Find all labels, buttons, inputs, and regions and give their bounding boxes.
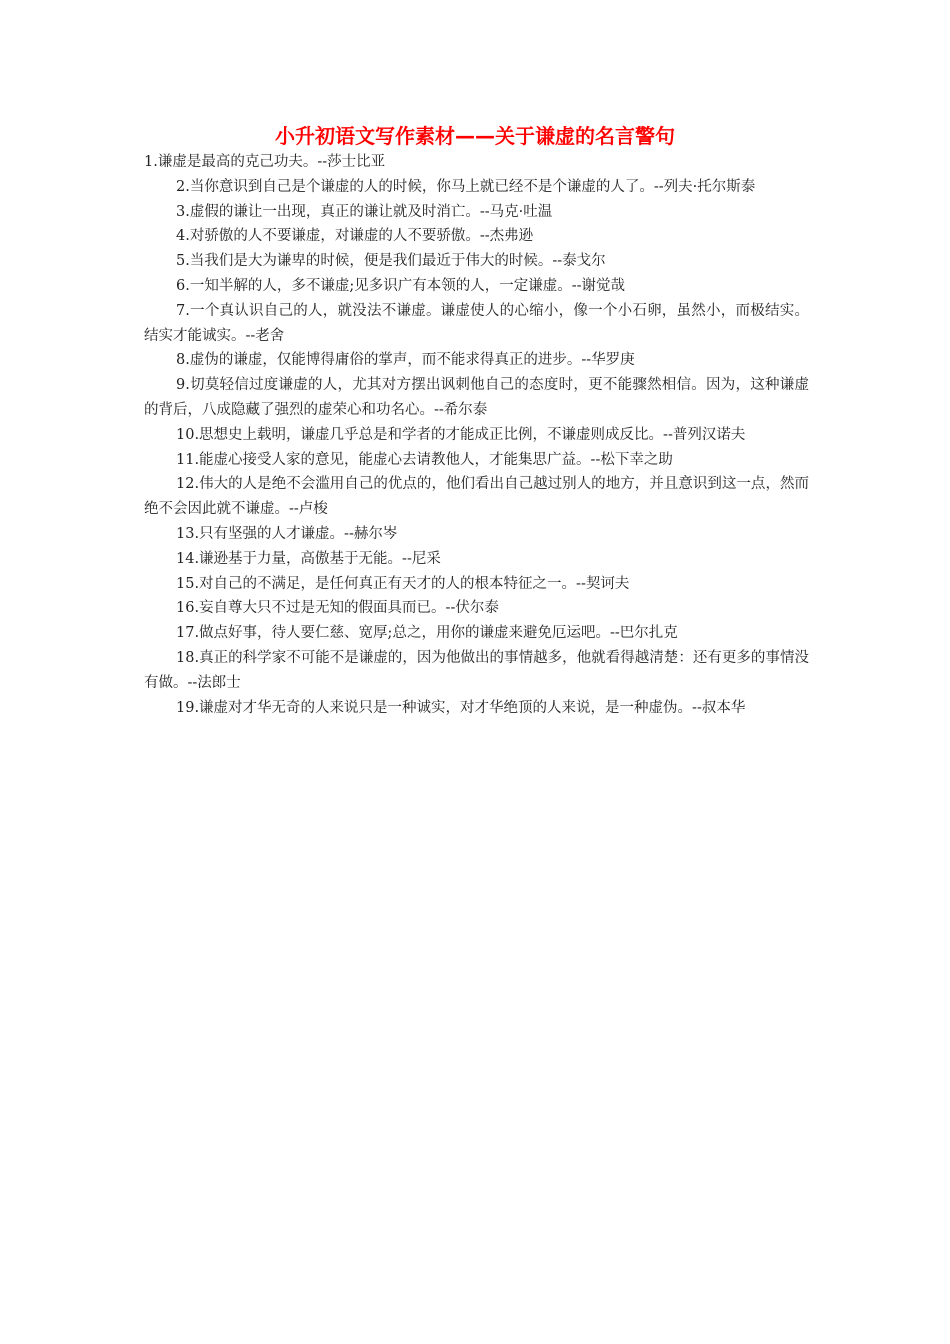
quote-paragraph: 8.虚伪的谦虚，仅能博得庸俗的掌声，而不能求得真正的进步。--华罗庚 xyxy=(176,352,635,369)
quote-paragraph: 16.妄自尊大只不过是无知的假面具而已。--伏尔泰 xyxy=(176,600,499,617)
quote-paragraph: 10.思想史上载明，谦虚几乎总是和学者的才能成正比例，不谦虚则成反比。--普列汉诺夫 xyxy=(176,426,746,443)
quote-paragraph: 5.当我们是大为谦卑的时候，便是我们最近于伟大的时候。--泰戈尔 xyxy=(176,253,606,270)
quote-paragraph: 4.对骄傲的人不要谦虚，对谦虚的人不要骄傲。--杰弗逊 xyxy=(176,228,534,245)
quote-paragraph: 2.当你意识到自己是个谦虚的人的时候，你马上就已经不是个谦虚的人了。--列夫·托尔斯泰 xyxy=(176,178,756,195)
quote-paragraph: 19.谦虚对才华无奇的人来说只是一种诚实，对才华绝顶的人来说，是一种虚伪。--叔本华 xyxy=(176,699,746,716)
quote-paragraph: 9.切莫轻信过度谦虚的人，尤其对方摆出讽刺他自己的态度时，更不能骤然相信。因为，这种谦虚的背后，八成隐藏了强烈的虚荣心和功名心。--希尔泰 xyxy=(144,377,809,418)
quote-paragraph: 18.真正的科学家不可能不是谦虚的，因为他做出的事情越多，他就看得越清楚：还有更多的事情没有做。--法郎士 xyxy=(144,649,809,691)
quote-paragraph: 1.谦虚是最高的克己功夫。--莎士比亚 xyxy=(144,154,386,170)
quote-paragraph: 3.虚假的谦让一出现，真正的谦让就及时消亡。--马克·吐温 xyxy=(176,203,553,220)
quote-paragraph: 17.做点好事，待人要仁慈、宽厚;总之，用你的谦虚来避免厄运吧。--巴尔扎克 xyxy=(176,625,678,642)
quote-paragraph: 7.一个真认识自己的人，就没法不谦虚。谦虚使人的心缩小，像一个小石卵，虽然小，而极结实。结实才能诚实。--老舍 xyxy=(144,302,809,344)
quote-paragraph: 6.一知半解的人，多不谦虚;见多识广有本领的人，一定谦虚。--谢觉哉 xyxy=(176,277,626,294)
document-body xyxy=(144,150,809,720)
quote-paragraph: 11.能虚心接受人家的意见，能虚心去请教他人，才能集思广益。--松下幸之助 xyxy=(176,451,673,468)
quote-paragraph: 14.谦逊基于力量，高傲基于无能。--尼采 xyxy=(176,550,441,567)
quote-paragraph: 13.只有坚强的人才谦虚。--赫尔岑 xyxy=(176,525,398,542)
quote-paragraph: 12.伟大的人是绝不会滥用自己的优点的，他们看出自己越过别人的地方，并且意识到这一点，然而绝不会因此就不谦虚。--卢梭 xyxy=(144,476,809,518)
quote-paragraph: 15.对自己的不满足，是任何真正有天才的人的根本特征之一。--契诃夫 xyxy=(176,575,630,592)
document-title: 小升初语文写作素材——关于谦虚的名言警句 xyxy=(275,124,675,148)
